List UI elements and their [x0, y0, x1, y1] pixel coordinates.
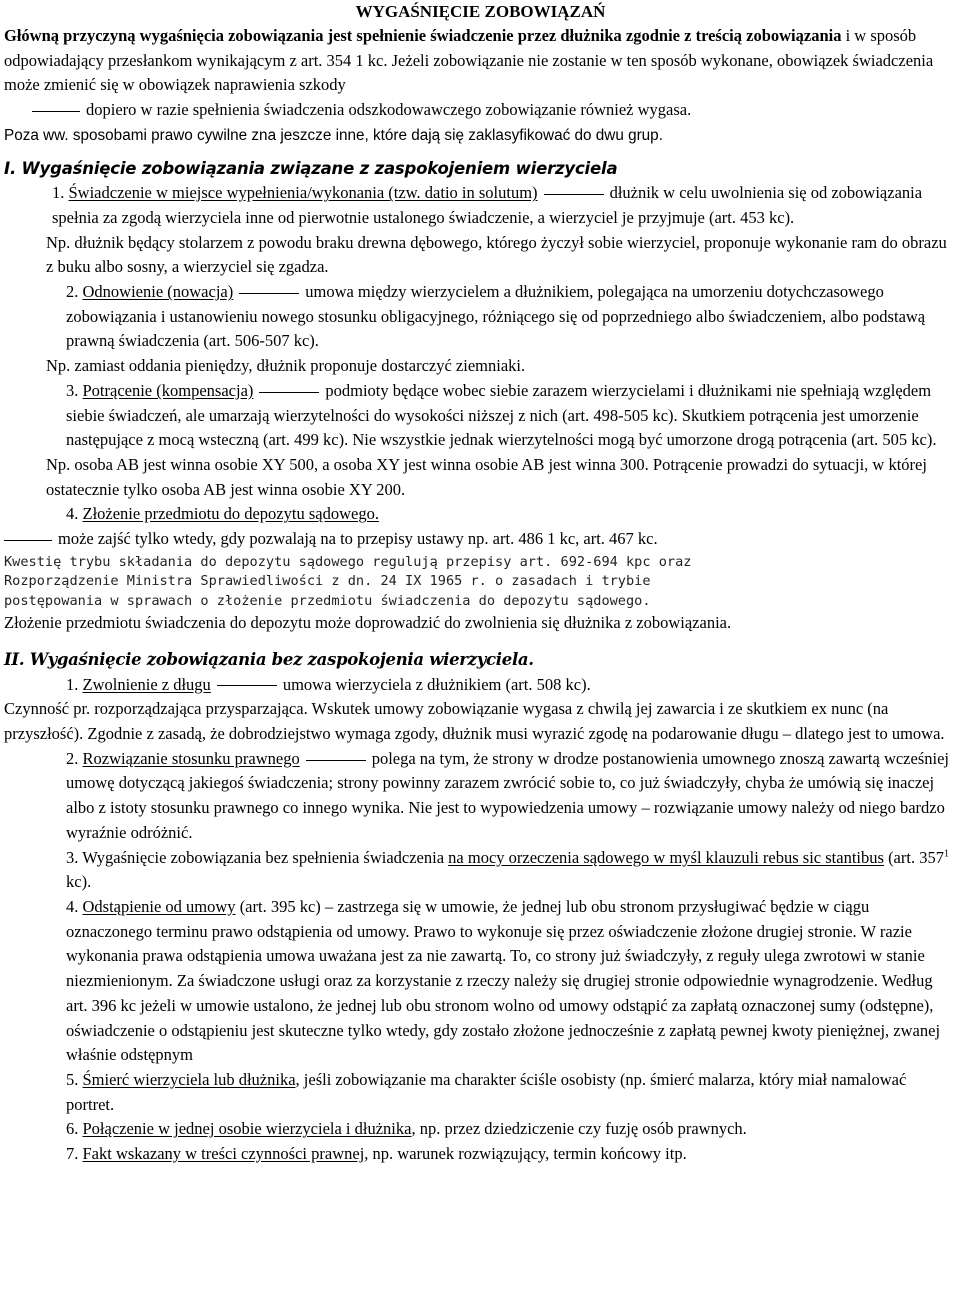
item-term: Potrącenie (kompensacja)	[82, 380, 254, 400]
item-number: 1.	[66, 674, 83, 694]
other-ways-text: Poza ww. sposobami prawo cywilne zna jeszcze inne, które dają się zaklasyfikować do dwu grup.	[4, 126, 663, 144]
item-number: 5.	[66, 1069, 83, 1089]
item-text: (art. 395 kc) – zastrzega się w umowie, że jednej lub obu stronom przysługiwać będzie w ciągu oznaczonego terminu prawo odstąpienia od umowy. Prawo to wykonuje się przez oświadczenie złożone drugiej stronie. W razie wykonania prawa odstąpienia umowa uważana jest za nie zawartą. To, co strony już świadczyły, z reguły ulega zwrotowi w stanie niezmienionym. Za świadczone usługi oraz za korzystanie z rzeczy należy się drugiej stronie odpowiednie wynagrodzenie. Według art. 396 kc jeżeli w umowie ustalono, że jednej lub obu stronom wolno od umowy odstąpić za zapłatą oznaczonej sumy (odstępne), oświadczenie o odstąpieniu jest skuteczne tylko wtedy, gdy zostało złożone jednocześnie z zapłatą pewnej kwoty pieniężnej, zwanej właśnie odstępnym	[66, 897, 941, 1065]
item-term: Zwolnienie z długu	[82, 674, 211, 694]
em-dash	[259, 392, 319, 393]
item-text: dłużnik w celu uwolnienia się od zobowiązania spełnia za zgodą wierzyciela inne od pierwotnie ustalonego świadczenie, a wierzyciel je przyjmuje (art. 453 kc).	[52, 183, 923, 227]
item-term: Fakt wskazany w treści czynności prawnej	[82, 1144, 365, 1164]
page-title: WYGAŚNIĘCIE ZOBOWIĄZAŃ	[355, 2, 606, 21]
intro-text-2: dopiero w razie spełnienia świadczenia odszkodowawczego zobowiązanie również wygasa.	[86, 100, 692, 120]
item-term: Połączenie w jednej osobie wierzyciela i dłużnika	[82, 1119, 412, 1139]
s1-item-3-line	[4, 379, 957, 453]
intro-other-ways	[4, 123, 957, 149]
s1-item-4-line	[4, 502, 957, 527]
em-dash	[306, 760, 366, 761]
item-number: 2.	[66, 282, 83, 302]
item-text: podmioty będące wobec siebie zarazem wierzycielami i dłużnikami nie spełniają względem siebie świadczeń, ale umarzają wierzytelności do wysokości niższej z nich (art. 498-505 kc). Skutkiem potrącenia jest umorzenie następujące z mocą wsteczną (art. 499 kc). Nie wszystkie jednak wierzytelności mogą być umorzone drogą potrącenia (art. 505 kc).	[66, 380, 937, 450]
item-text: , jeśli zobowiązanie ma charakter ściśle osobisty (np. śmierć malarza, który miał namalować portret.	[66, 1069, 907, 1114]
intro-bold-lead: Główną przyczyną wygaśnięcia zobowiązania jest spełnienie świadczenie przez dłużnika zgodnie z treścią zobowiązania	[4, 26, 842, 45]
item-text-after: (art. 357	[883, 847, 944, 867]
s1-item-1-example: Np. dłużnik będący stolarzem z powodu braku drewna dębowego, którego życzył sobie wierzyciel, proponuje wykonanie ram do obrazu z buku albo sosny, a wierzyciel się zgadza.	[46, 232, 947, 277]
mono-line-2: Rozporządzenie Ministra Sprawiedliwości z dn. 24 IX 1965 r. o zasadach i trybie	[4, 573, 651, 590]
em-dash	[544, 194, 604, 195]
item-text: może zajść tylko wtedy, gdy pozwalają na to przepisy ustawy np. art. 486 1 kc, art. 467 kc.	[58, 529, 658, 549]
item-number: 4.	[66, 897, 83, 916]
intro-paragraph	[4, 24, 957, 98]
em-dash	[4, 540, 52, 541]
s1-item-2-line	[4, 280, 957, 354]
s2-item-7-line	[4, 1142, 957, 1167]
s2-item-1-line	[4, 673, 957, 698]
item-term: Śmierć wierzyciela lub dłużnika	[82, 1069, 296, 1089]
s1-item-3-example: Np. osoba AB jest winna osobie XY 500, a osoba XY jest winna osobie AB jest winna 300. Potrącenie prowadzi do sytuacji, w której ostatecznie tylko osoba AB jest winna osobie XY 200.	[46, 454, 927, 499]
item-term: Świadczenie w miejsce wypełnienia/wykonania (tzw. datio in solutum)	[68, 183, 538, 203]
section-2-heading: II. Wygaśnięcie zobowiązania bez zaspokojenia wierzyciela.	[4, 649, 534, 669]
s1-item-4-text	[4, 527, 957, 552]
item-term: Odnowienie (nowacja)	[82, 282, 234, 302]
intro-continuation	[4, 98, 957, 123]
item-number: 1.	[52, 183, 69, 203]
item-number: 6.	[66, 1119, 83, 1139]
em-dash	[32, 111, 80, 112]
s2-item-6-line	[4, 1117, 957, 1142]
s2-item-3-line	[4, 846, 957, 895]
s1-item-4-summary: Złożenie przedmiotu świadczenia do depozytu może doprowadzić do zwolnienia się dłużnika z zobowiązania.	[4, 613, 732, 633]
item-number: 4.	[66, 504, 83, 524]
mono-line-3: postępowania w sprawach o złożenie przedmiotu świadczenia do depozytu sądowego.	[4, 592, 651, 609]
s1-item-1-line	[4, 181, 957, 230]
s2-item-1-detail: Czynność pr. rozporządzająca przysparzająca. Wskutek umowy zobowiązanie wygasa z chwilą jej zawarcia i ze skutkiem ex nunc (na przyszłość). Zgodnie z zasadą, że dobrodziejstwo wymaga zgody, dłużnik musi wyrazić zgodę na podarowanie długu – dlatego jest to umowa.	[4, 699, 945, 744]
item-text-end: kc).	[66, 872, 92, 892]
em-dash	[217, 685, 277, 686]
item-term: Rozwiązanie stosunku prawnego	[82, 748, 300, 768]
item-number: 3.	[66, 380, 83, 400]
item-number: 7.	[66, 1144, 83, 1164]
s2-item-2-line	[4, 747, 957, 846]
s2-item-5-line	[4, 1068, 957, 1117]
item-term: na mocy orzeczenia sądowego w myśl klauzuli rebus sic stantibus	[448, 847, 884, 867]
item-text: umowa wierzyciela z dłużnikiem (art. 508 kc).	[282, 674, 591, 694]
mono-line-1: Kwestię trybu składania do depozytu sądowego regulują przepisy art. 692-694 kpc oraz	[4, 553, 692, 570]
item-text: , np. warunek rozwiązujący, termin końcowy itp.	[364, 1144, 687, 1164]
item-term: Odstąpienie od umowy	[82, 897, 236, 916]
item-text: Wygaśnięcie zobowiązania bez spełnienia świadczenia	[82, 847, 449, 867]
item-number: 3.	[66, 847, 83, 867]
s1-item-2-example: Np. zamiast oddania pieniędzy, dłużnik proponuje dostarczyć ziemniaki.	[46, 356, 526, 376]
section-1-heading: I. Wygaśnięcie zobowiązania związane z zaspokojeniem wierzyciela	[4, 158, 618, 178]
s2-item-4-line	[4, 895, 957, 1068]
item-text: , np. przez dziedziczenie czy fuzję osób prawnych.	[411, 1119, 747, 1139]
item-text: umowa między wierzycielem a dłużnikiem, polegająca na umorzeniu dotychczasowego zobowiązania i ustanowieniu nowego stosunku obligacyjnego, różniącego się od poprzedniego albo świadczeniem, albo podstawą prawną świadczenia (art. 506-507 kc).	[66, 282, 926, 351]
item-number: 2.	[66, 748, 83, 768]
item-text: polega na tym, że strony w drodze postanowienia umownego znoszą zawartą wcześniej umowę dotyczącą jakiegoś świadczenia; strony powinny zarazem zwrócić sobie to, co już świadczyły, chyba że umówią się inaczej albo z istoty stosunku prawnego co innego wynika. Nie jest to wypowiedzenia umowy – rozwiązanie umowy należy od niego bardzo wyraźnie odróżnić.	[66, 748, 949, 842]
intro-text: i w sposób odpowiadający przesłankom wynikającym z art. 354 1 kc. Jeżeli zobowiązanie nie zostanie w ten sposób wykonane, obowiązek świadczenia może zmienić się w obowiązek naprawienia szkody	[4, 26, 934, 95]
superscript: 1	[943, 848, 949, 860]
em-dash	[239, 293, 299, 294]
item-term: Złożenie przedmiotu do depozytu sądowego.	[82, 504, 379, 524]
